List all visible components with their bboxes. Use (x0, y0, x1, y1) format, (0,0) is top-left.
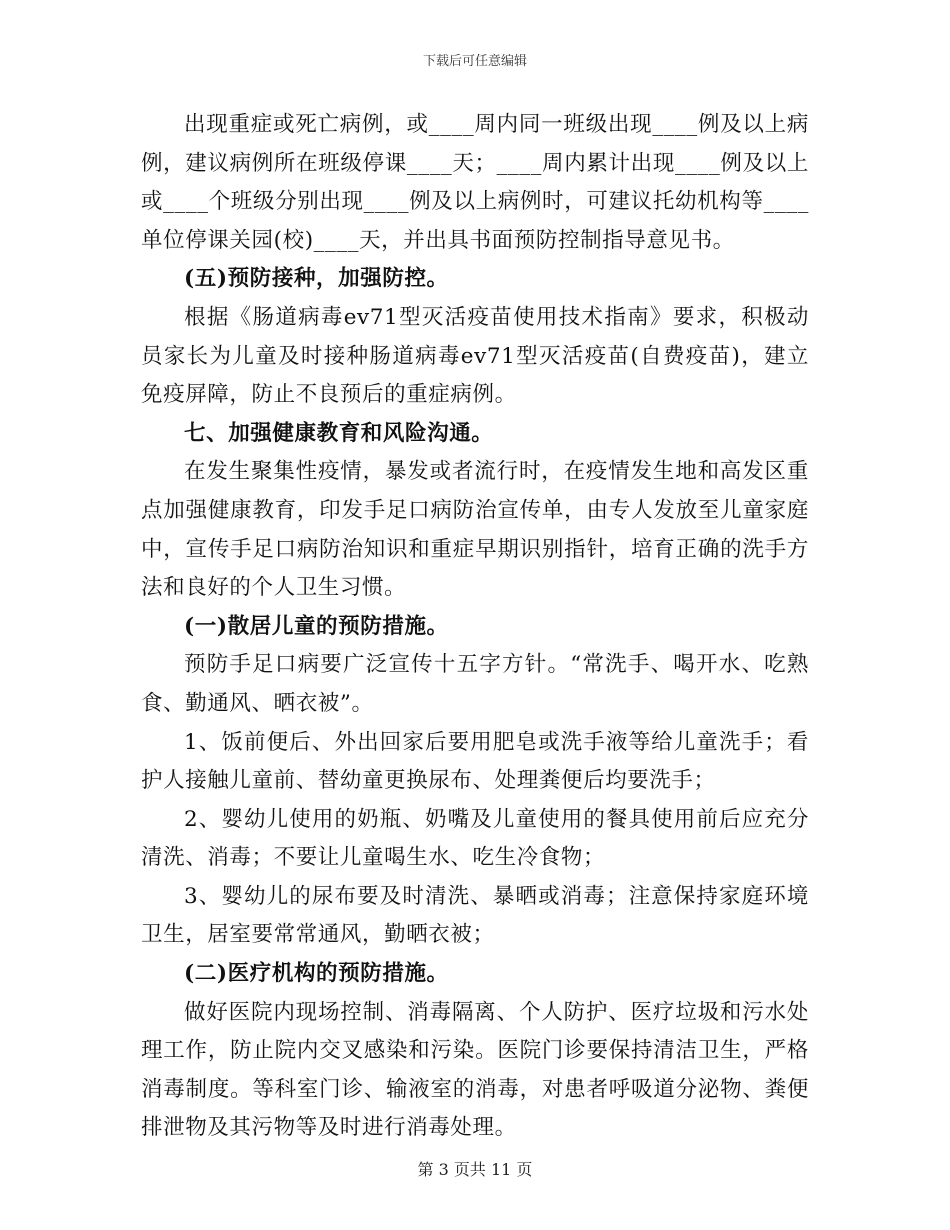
list-item-handwashing: 1、饭前便后、外出回家后要用肥皂或洗手液等给儿童洗手；看护人接触儿童前、替幼童更换尿布、处理粪便后均要洗手； (141, 729, 809, 794)
paragraph-fifteen-word-policy: 预防手足口病要广泛宣传十五字方针。“常洗手、喝开水、吃熟食、勤通风、晒衣被”。 (141, 652, 809, 716)
list-item-diaper-hygiene: 3、婴幼儿的尿布要及时清洗、暴晒或消毒；注意保持家庭环境卫生，居室要常常通风，勤晒衣被； (141, 883, 809, 948)
paragraph-vaccine-guideline: 根据《肠道病毒ev71型灭活疫苗使用技术指南》要求，积极动员家长为儿童及时接种肠道病毒ev71型灭活疫苗(自费疫苗)，建立免疫屏障，防止不良预后的重症病例。 (141, 304, 809, 408)
page-header-note: 下载后可任意编辑 (422, 54, 527, 69)
paragraph-health-education: 在发生聚集性疫情，暴发或者流行时，在疫情发生地和高发区重点加强健康教育，印发手足口病防治宣传单，由专人发放至儿童家庭中，宣传手足口病防治知识和重症早期识别指针，培育正确的洗手方法和良好的个人卫生习惯。 (141, 459, 809, 601)
document-body (141, 106, 809, 1148)
heading-vaccination: (五)预防接种，加强防控。 (184, 266, 449, 292)
heading-scattered-children: (一)散居儿童的预防措施。 (184, 613, 449, 639)
paragraph-hospital-control: 做好医院内现场控制、消毒隔离、个人防护、医疗垃圾和污水处理工作，防止院内交叉感染和污染。医院门诊要保持清洁卫生，严格消毒制度。等科室门诊、输液室的消毒，对患者呼吸道分泌物、粪便排泄物及其污物等及时进行消毒处理。 (141, 999, 809, 1141)
paragraph-closure-criteria: 出现重症或死亡病例，或____周内同一班级出现____例及以上病例，建议病例所在班级停课____天；____周内累计出现____例及以上或____个班级分别出现____例及以上病例时，可建议托幼机构等____单位停课关园(校)____天，并出具书面预防控制指导意见书。 (141, 112, 809, 253)
heading-health-education: 七、加强健康教育和风险沟通。 (184, 420, 494, 446)
page-number: 第 3 页共 11 页 (417, 1160, 533, 1179)
heading-medical-institutions: (二)医疗机构的预防措施。 (184, 961, 449, 987)
list-item-utensil-disinfection: 2、婴幼儿使用的奶瓶、奶嘴及儿童使用的餐具使用前后应充分清洗、消毒；不要让儿童喝生水、吃生冷食物； (141, 806, 809, 871)
